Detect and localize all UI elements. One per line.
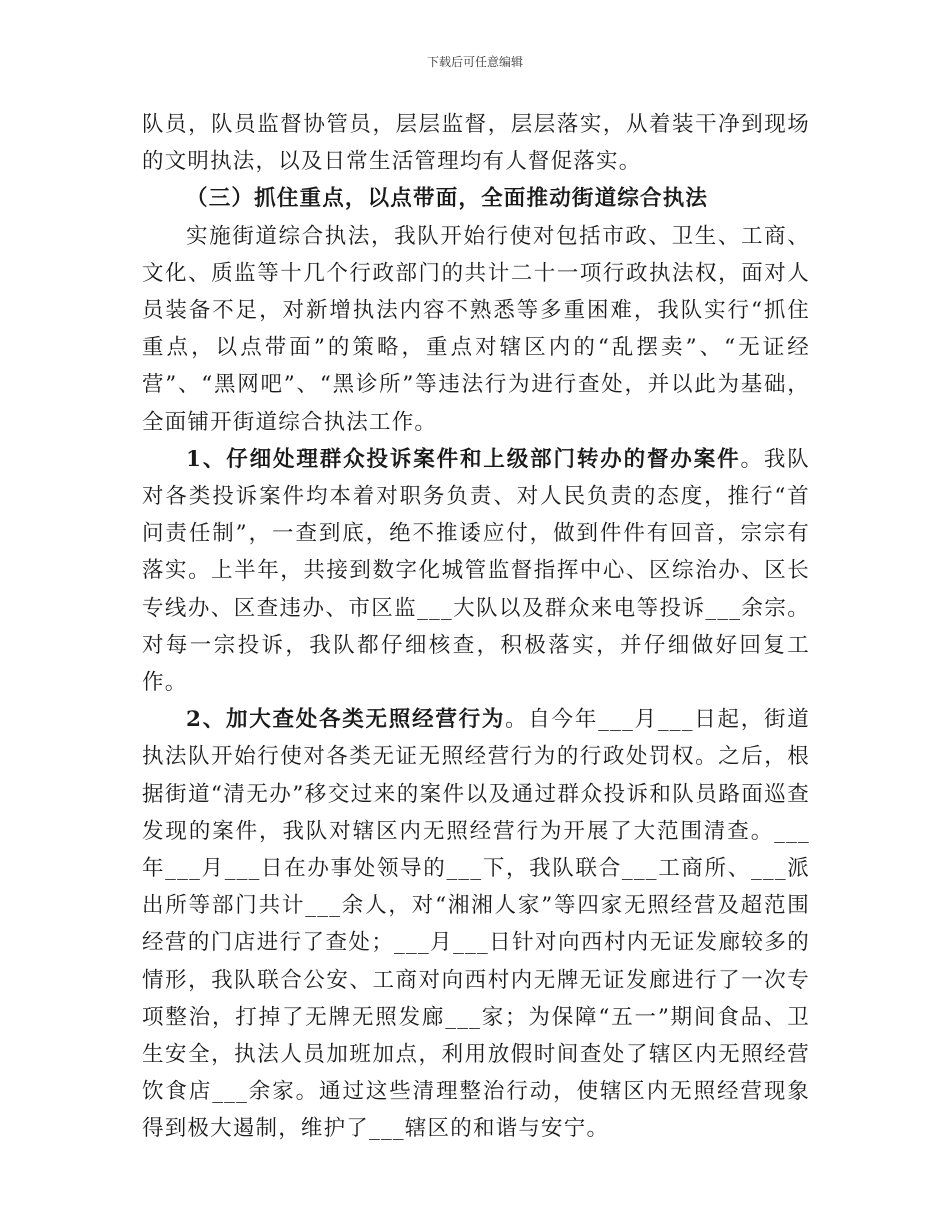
document-body (142, 106, 810, 1148)
item-1-text: 。我队对各类投诉案件均本着对职务负责、对人民负责的态度，推行“首问责任制”，一查到底，绝不推诿应付，做到件件有回音，宗宗有落实。上半年，共接到数字化城管监督指挥中心、区综治办、区长专线办、区查违办、市区监___大队以及群众来电等投诉___余宗。对每一宗投诉，我队都仔细核查，积极落实，并仔细做好回复工作。 (142, 446, 810, 696)
page-header-note: 下载后可任意编辑 (426, 55, 523, 69)
paragraph-continued: 队员，队员监督协管员，层层监督，层层落实，从着装干净到现场的文明执法，以及日常生活管理均有人督促落实。 (142, 112, 810, 175)
item-2-lead: 2、加大查处各类无照经营行为 (186, 707, 506, 733)
paragraph-item-2 (142, 701, 810, 1147)
item-1-lead: 1、仔细处理群众投诉案件和上级部门转办的督办案件 (186, 446, 741, 472)
item-2-text: 。自今年___月___日起，街道执法队开始行使对各类无证无照经营行为的行政处罚权。之后，根据街道“清无办”移交过来的案件以及通过群众投诉和队员路面巡查发现的案件，我队对辖区内无照经营行为开展了大范围清查。___年___月___日在办事处领导的___下，我队联合___工商所、___派出所等部门共计___余人，对“湘湘人家”等四家无照经营及超范围经营的门店进行了查处；___月___日针对向西村内无证发廊较多的情形，我队联合公安、工商对向西村内无牌无证发廊进行了一次专项整治，打掉了无牌无照发廊___家；为保障“五一”期间食品、卫生安全，执法人员加班加点，利用放假时间查处了辖区内无照经营饮食店___余家。通过这些清理整治行动，使辖区内无照经营现象得到极大遏制，维护了___辖区的和谐与安宁。 (142, 707, 810, 1142)
section-heading: （三）抓住重点，以点带面，全面推动街道综合执法 (186, 186, 709, 212)
paragraph-item-1 (142, 441, 810, 701)
paragraph-intro: 实施街道综合执法，我队开始行使对包括市政、卫生、工商、文化、质监等十几个行政部门的共计二十一项行政执法权，面对人员装备不足，对新增执法内容不熟悉等多重困难，我队实行“抓住重点，以点带面”的策略，重点对辖区内的“乱摆卖”、“无证经营”、“黑网吧”、“黑诊所”等违法行为进行查处，并以此为基础，全面铺开街道综合执法工作。 (142, 223, 810, 435)
